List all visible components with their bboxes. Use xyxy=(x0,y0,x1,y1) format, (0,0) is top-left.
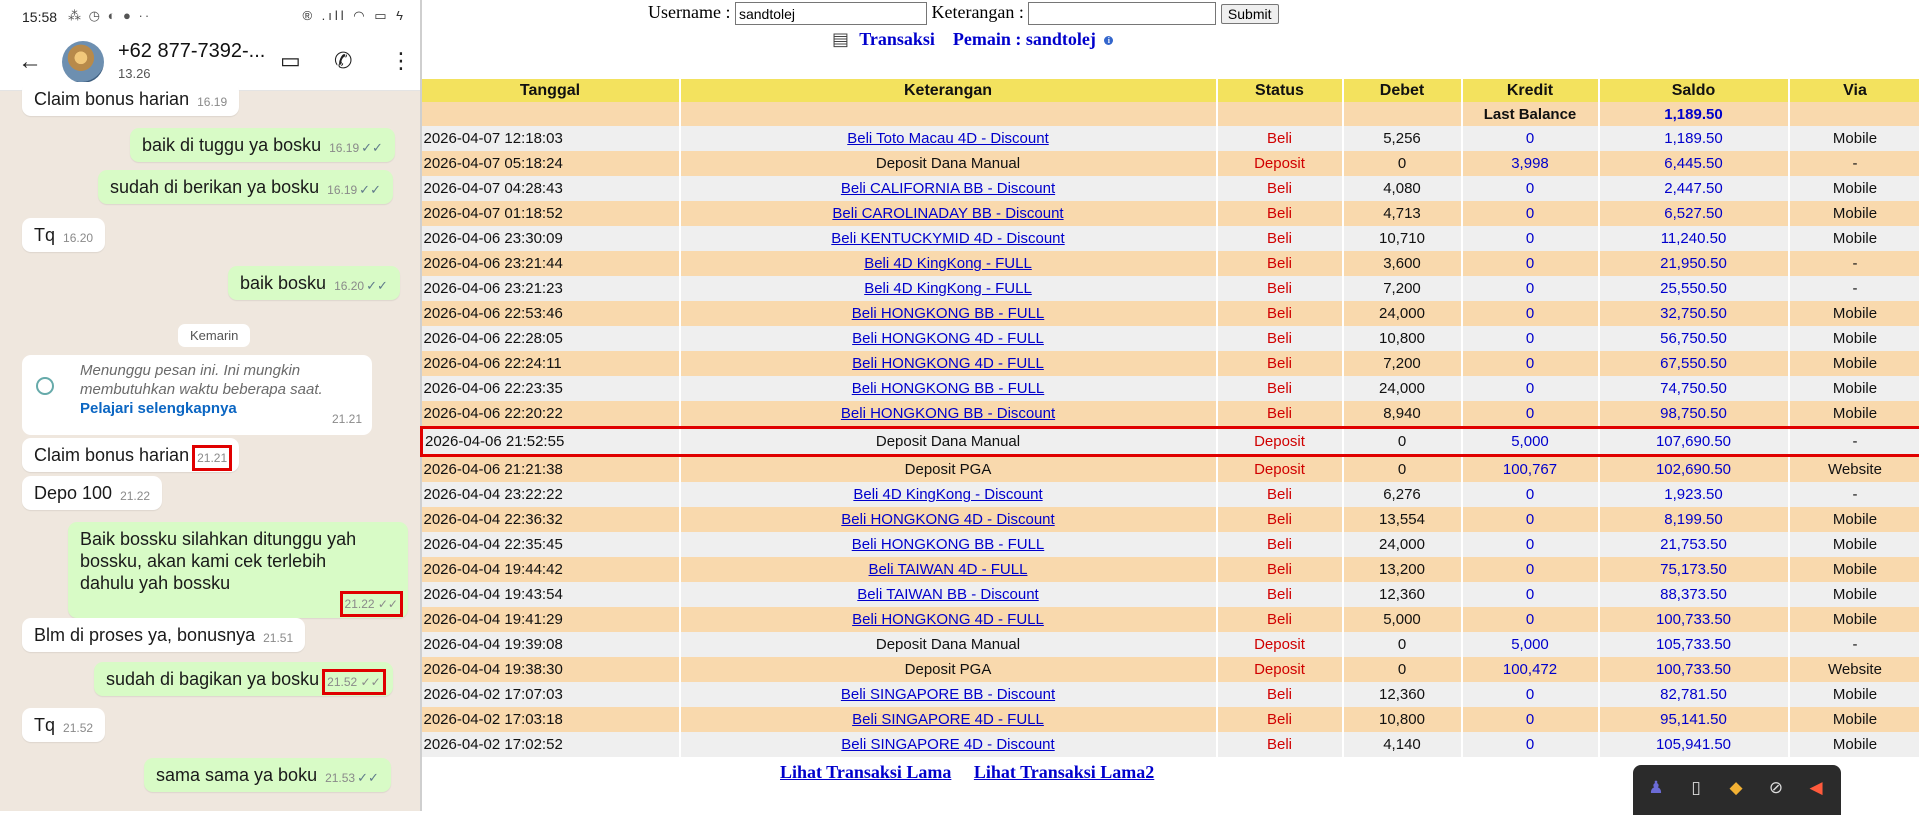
cell-tanggal: 2026-04-06 21:21:38 xyxy=(422,456,680,483)
cell-saldo: 105,941.50 xyxy=(1599,732,1789,757)
table-row xyxy=(422,351,1919,376)
cell-via: - xyxy=(1789,482,1919,507)
cell-kredit: 0 xyxy=(1462,126,1599,151)
cell-keterangan xyxy=(680,732,1217,757)
table-row xyxy=(422,632,1919,657)
cell-status: Beli xyxy=(1217,176,1343,201)
cell-status: Beli xyxy=(1217,276,1343,301)
cell-debet: 0 xyxy=(1343,657,1462,682)
cell-saldo: 98,750.50 xyxy=(1599,401,1789,428)
cell-keterangan xyxy=(680,582,1217,607)
cell-status: Beli xyxy=(1217,201,1343,226)
cell-kredit: 0 xyxy=(1462,276,1599,301)
cell-kredit: 5,000 xyxy=(1462,632,1599,657)
cell-via: - xyxy=(1789,151,1919,176)
cell-kredit: 0 xyxy=(1462,351,1599,376)
cell-keterangan xyxy=(680,682,1217,707)
cell-tanggal: 2026-04-04 23:22:22 xyxy=(422,482,680,507)
cell-tanggal: 2026-04-07 04:28:43 xyxy=(422,176,680,201)
cell-debet: 0 xyxy=(1343,151,1462,176)
table-row xyxy=(422,657,1919,682)
cell-via: Mobile xyxy=(1789,376,1919,401)
cell-kredit: 0 xyxy=(1462,376,1599,401)
cell-keterangan xyxy=(680,607,1217,632)
cell-debet: 5,256 xyxy=(1343,126,1462,151)
old-transactions2-link[interactable]: Lihat Transaksi Lama2 xyxy=(974,762,1154,782)
cell-debet: 10,800 xyxy=(1343,326,1462,351)
cell-kredit: 0 xyxy=(1462,226,1599,251)
cell-status: Beli xyxy=(1217,732,1343,757)
status-time: 15:58 xyxy=(22,9,57,25)
header-debet: Debet xyxy=(1343,79,1462,102)
cell-keterangan xyxy=(680,532,1217,557)
more-options-icon[interactable]: ⋮ xyxy=(390,48,412,74)
cell-kredit: 0 xyxy=(1462,607,1599,632)
transaction-detail-link[interactable]: Beli SINGAPORE BB - Discount xyxy=(841,686,1055,703)
transaction-detail-link[interactable]: Beli TAIWAN BB - Discount xyxy=(857,586,1038,603)
transaction-detail-link[interactable]: Beli HONGKONG 4D - FULL xyxy=(852,330,1044,347)
cell-kredit: 0 xyxy=(1462,582,1599,607)
cell-saldo: 95,141.50 xyxy=(1599,707,1789,732)
read-ticks-icon: ✓✓ xyxy=(357,770,379,786)
transaksi-title: Transaksi xyxy=(859,29,935,49)
cell-keterangan xyxy=(680,326,1217,351)
cell-saldo: 100,733.50 xyxy=(1599,607,1789,632)
video-call-icon[interactable]: ▭ xyxy=(280,48,301,74)
cell-status: Beli xyxy=(1217,226,1343,251)
cell-debet: 4,080 xyxy=(1343,176,1462,201)
cell-tanggal: 2026-04-06 23:21:44 xyxy=(422,251,680,276)
transaction-detail-link[interactable]: Beli HONGKONG 4D - FULL xyxy=(852,355,1044,372)
header-kredit: Kredit xyxy=(1462,79,1599,102)
cell-status: Beli xyxy=(1217,482,1343,507)
cell-via: Mobile xyxy=(1789,557,1919,582)
cell-kredit: 5,000 xyxy=(1462,428,1599,456)
cell-via: - xyxy=(1789,276,1919,301)
transaction-detail-link[interactable]: Beli CAROLINADAY BB - Discount xyxy=(832,205,1063,222)
message-bubble[interactable]: Blm di proses ya, bonusnya 21.51 xyxy=(22,618,305,652)
transaction-detail-link[interactable]: Beli 4D KingKong - Discount xyxy=(853,486,1042,503)
message-bubble[interactable]: Depo 100 21.22 xyxy=(22,476,162,510)
cell-keterangan xyxy=(680,351,1217,376)
cell-via: Website xyxy=(1789,456,1919,483)
usb-drive-icon[interactable]: ▯ xyxy=(1685,777,1707,799)
table-row xyxy=(422,401,1919,428)
cell-keterangan: Deposit PGA xyxy=(680,456,1217,483)
table-row xyxy=(422,301,1919,326)
cell-saldo: 21,753.50 xyxy=(1599,532,1789,557)
cell-via: Mobile xyxy=(1789,326,1919,351)
cell-keterangan: Deposit Dana Manual xyxy=(680,428,1217,456)
table-row xyxy=(422,456,1919,483)
cell-status: Beli xyxy=(1217,507,1343,532)
cell-tanggal: 2026-04-04 19:38:30 xyxy=(422,657,680,682)
table-row xyxy=(422,582,1919,607)
cell-debet: 10,710 xyxy=(1343,226,1462,251)
cell-status: Beli xyxy=(1217,351,1343,376)
cell-tanggal: 2026-04-02 17:02:52 xyxy=(422,732,680,757)
table-row xyxy=(422,201,1919,226)
cell-debet: 13,554 xyxy=(1343,507,1462,532)
cell-keterangan: Deposit Dana Manual xyxy=(680,151,1217,176)
cell-keterangan xyxy=(680,176,1217,201)
waiting-message-notice xyxy=(22,355,372,435)
message-bubble[interactable]: sudah di bagikan ya bosku 21.52 ✓✓ xyxy=(94,662,393,696)
old-transactions-link[interactable]: Lihat Transaksi Lama xyxy=(780,762,951,782)
cell-status: Beli xyxy=(1217,326,1343,351)
cell-debet: 0 xyxy=(1343,456,1462,483)
transaction-detail-link[interactable]: Beli 4D KingKong - FULL xyxy=(864,255,1032,272)
cell-kredit: 0 xyxy=(1462,482,1599,507)
cell-status: Beli xyxy=(1217,557,1343,582)
cell-debet: 24,000 xyxy=(1343,376,1462,401)
cell-tanggal: 2026-04-04 19:43:54 xyxy=(422,582,680,607)
cell-tanggal: 2026-04-06 22:53:46 xyxy=(422,301,680,326)
cell-saldo: 1,189.50 xyxy=(1599,126,1789,151)
cell-status: Beli xyxy=(1217,707,1343,732)
cell-debet: 8,940 xyxy=(1343,401,1462,428)
cell-via: Mobile xyxy=(1789,582,1919,607)
username-input[interactable] xyxy=(735,2,927,25)
avatar[interactable] xyxy=(62,41,104,83)
message-bubble[interactable]: sudah di berikan ya bosku 16.19 ✓✓ xyxy=(98,170,393,204)
cell-keterangan: Deposit Dana Manual xyxy=(680,632,1217,657)
learn-more-link[interactable]: Pelajari selengkapnya xyxy=(80,400,237,417)
transaction-detail-link[interactable]: Beli 4D KingKong - FULL xyxy=(864,280,1032,297)
cell-tanggal: 2026-04-04 19:39:08 xyxy=(422,632,680,657)
cell-keterangan xyxy=(680,201,1217,226)
cell-saldo: 75,173.50 xyxy=(1599,557,1789,582)
table-row xyxy=(422,707,1919,732)
cell-keterangan xyxy=(680,301,1217,326)
cell-tanggal: 2026-04-06 22:28:05 xyxy=(422,326,680,351)
cell-saldo: 107,690.50 xyxy=(1599,428,1789,456)
cell-tanggal: 2026-04-06 23:30:09 xyxy=(422,226,680,251)
cell-saldo: 100,733.50 xyxy=(1599,657,1789,682)
app-icon[interactable]: ◆ xyxy=(1725,777,1747,799)
cell-tanggal: 2026-04-06 22:20:22 xyxy=(422,401,680,428)
header-tanggal: Tanggal xyxy=(422,79,680,102)
cell-kredit: 0 xyxy=(1462,532,1599,557)
table-row xyxy=(422,226,1919,251)
cell-via: Website xyxy=(1789,657,1919,682)
cell-status: Deposit xyxy=(1217,456,1343,483)
cell-kredit: 0 xyxy=(1462,732,1599,757)
cell-status: Deposit xyxy=(1217,428,1343,456)
cell-via: Mobile xyxy=(1789,201,1919,226)
transaction-detail-link[interactable]: Beli HONGKONG 4D - Discount xyxy=(841,511,1054,528)
cell-saldo: 105,733.50 xyxy=(1599,632,1789,657)
transaction-detail-link[interactable]: Beli HONGKONG BB - FULL xyxy=(852,305,1045,322)
cell-saldo: 11,240.50 xyxy=(1599,226,1789,251)
last-balance-value: 1,189.50 xyxy=(1599,102,1789,126)
cell-saldo: 2,447.50 xyxy=(1599,176,1789,201)
contact-name[interactable]: +62 877-7392-... xyxy=(118,40,265,63)
cell-tanggal: 2026-04-06 22:24:11 xyxy=(422,351,680,376)
cell-tanggal: 2026-04-07 05:18:24 xyxy=(422,151,680,176)
read-ticks-icon: ✓✓ xyxy=(361,140,383,156)
cell-via: Mobile xyxy=(1789,532,1919,557)
cell-kredit: 0 xyxy=(1462,301,1599,326)
table-row xyxy=(422,557,1919,582)
transaction-detail-link[interactable]: Beli TAIWAN 4D - FULL xyxy=(869,561,1028,578)
system-status-icons: ® .ıll ◠ ▭ ϟ xyxy=(302,8,406,24)
cell-keterangan xyxy=(680,226,1217,251)
header-via: Via xyxy=(1789,79,1919,102)
cell-via: Mobile xyxy=(1789,401,1919,428)
clock-icon xyxy=(36,377,54,395)
contact-last-seen: 13.26 xyxy=(118,66,151,81)
cell-status: Deposit xyxy=(1217,151,1343,176)
cell-kredit: 0 xyxy=(1462,507,1599,532)
cell-kredit: 0 xyxy=(1462,682,1599,707)
cell-saldo: 21,950.50 xyxy=(1599,251,1789,276)
table-row xyxy=(422,326,1919,351)
speaker-muted-icon[interactable]: ◀ xyxy=(1805,777,1827,799)
cell-via: Mobile xyxy=(1789,126,1919,151)
cell-status: Beli xyxy=(1217,532,1343,557)
cell-saldo: 6,445.50 xyxy=(1599,151,1789,176)
cell-via: Mobile xyxy=(1789,301,1919,326)
last-balance-row xyxy=(422,102,1919,126)
table-row xyxy=(422,151,1919,176)
read-ticks-icon: ✓✓ xyxy=(366,278,388,294)
cell-status: Beli xyxy=(1217,126,1343,151)
table-row xyxy=(422,376,1919,401)
cell-debet: 0 xyxy=(1343,632,1462,657)
keterangan-label: Keterangan : xyxy=(931,2,1023,22)
table-row-highlighted xyxy=(422,428,1919,456)
message-bubble[interactable]: baik di tuggu ya bosku 16.19 ✓✓ xyxy=(130,128,395,162)
table-row xyxy=(422,732,1919,757)
back-arrow-icon[interactable]: ← xyxy=(18,48,42,76)
cell-debet: 10,800 xyxy=(1343,707,1462,732)
cell-kredit: 100,472 xyxy=(1462,657,1599,682)
cell-debet: 6,276 xyxy=(1343,482,1462,507)
message-bubble[interactable]: Tq 16.20 xyxy=(22,218,105,252)
message-time-highlighted: 21.22 ✓✓ xyxy=(345,596,398,612)
cell-keterangan xyxy=(680,401,1217,428)
header-saldo: Saldo xyxy=(1599,79,1789,102)
cell-kredit: 0 xyxy=(1462,557,1599,582)
cell-saldo: 88,373.50 xyxy=(1599,582,1789,607)
table-header-row xyxy=(422,79,1919,102)
transaction-detail-link[interactable]: Beli SINGAPORE 4D - Discount xyxy=(841,736,1054,753)
cell-via: - xyxy=(1789,632,1919,657)
page-subtitle xyxy=(832,29,1113,50)
teams-icon[interactable]: ♟ xyxy=(1645,777,1667,799)
cell-debet: 5,000 xyxy=(1343,607,1462,632)
cell-saldo: 1,923.50 xyxy=(1599,482,1789,507)
read-ticks-icon: ✓✓ xyxy=(359,182,381,198)
cell-via: Mobile xyxy=(1789,351,1919,376)
cell-kredit: 100,767 xyxy=(1462,456,1599,483)
table-row xyxy=(422,176,1919,201)
wifi-off-icon[interactable]: ⊘ xyxy=(1765,777,1787,799)
cell-tanggal: 2026-04-04 22:35:45 xyxy=(422,532,680,557)
cell-keterangan xyxy=(680,707,1217,732)
cell-debet: 7,200 xyxy=(1343,276,1462,301)
cell-via: Mobile xyxy=(1789,607,1919,632)
cell-kredit: 0 xyxy=(1462,176,1599,201)
cell-saldo: 8,199.50 xyxy=(1599,507,1789,532)
transaction-detail-link[interactable]: Beli HONGKONG 4D - FULL xyxy=(852,611,1044,628)
cell-kredit: 0 xyxy=(1462,251,1599,276)
cell-tanggal: 2026-04-04 19:44:42 xyxy=(422,557,680,582)
keterangan-input[interactable] xyxy=(1028,2,1216,25)
header-status: Status xyxy=(1217,79,1343,102)
cell-debet: 24,000 xyxy=(1343,301,1462,326)
cell-status: Beli xyxy=(1217,607,1343,632)
message-time: 21.21 xyxy=(332,410,362,429)
cell-via: - xyxy=(1789,251,1919,276)
waiting-message-text: Menunggu pesan ini. Ini mungkin membutuhkan waktu beberapa saat. xyxy=(80,362,323,398)
submit-button[interactable]: Submit xyxy=(1221,4,1279,24)
message-bubble[interactable]: Baik bossku silahkan ditunggu yah bossku, akan kami cek terlebih dahulu yah bossku 21.22 ✓✓ xyxy=(68,522,408,618)
chat-panel xyxy=(0,0,422,811)
cell-saldo: 32,750.50 xyxy=(1599,301,1789,326)
cell-via: Mobile xyxy=(1789,732,1919,757)
cell-debet: 12,360 xyxy=(1343,682,1462,707)
table-row xyxy=(422,682,1919,707)
cell-keterangan xyxy=(680,276,1217,301)
cell-kredit: 3,998 xyxy=(1462,151,1599,176)
cell-tanggal: 2026-04-06 22:23:35 xyxy=(422,376,680,401)
cell-status: Deposit xyxy=(1217,632,1343,657)
cell-keterangan xyxy=(680,507,1217,532)
cell-keterangan xyxy=(680,482,1217,507)
cell-saldo: 82,781.50 xyxy=(1599,682,1789,707)
cell-kredit: 0 xyxy=(1462,326,1599,351)
transaction-detail-link[interactable]: Beli SINGAPORE 4D - FULL xyxy=(852,711,1044,728)
status-bar xyxy=(0,0,420,36)
table-row xyxy=(422,126,1919,151)
cell-debet: 4,713 xyxy=(1343,201,1462,226)
cell-via: Mobile xyxy=(1789,682,1919,707)
cell-kredit: 0 xyxy=(1462,707,1599,732)
transaction-detail-link[interactable]: Beli HONGKONG BB - Discount xyxy=(841,405,1055,422)
cell-tanggal: 2026-04-04 22:36:32 xyxy=(422,507,680,532)
header-keterangan: Keterangan xyxy=(680,79,1217,102)
cell-keterangan xyxy=(680,126,1217,151)
cell-via: Mobile xyxy=(1789,176,1919,201)
message-time-highlighted: 21.52 ✓✓ xyxy=(327,674,380,690)
username-label: Username : xyxy=(648,2,730,22)
cell-debet: 12,360 xyxy=(1343,582,1462,607)
cell-saldo: 67,550.50 xyxy=(1599,351,1789,376)
footer-links xyxy=(780,762,1172,783)
cell-tanggal: 2026-04-04 19:41:29 xyxy=(422,607,680,632)
cell-debet: 3,600 xyxy=(1343,251,1462,276)
cell-status: Beli xyxy=(1217,401,1343,428)
cell-via: Mobile xyxy=(1789,707,1919,732)
transaction-detail-link[interactable]: Beli HONGKONG BB - FULL xyxy=(852,380,1045,397)
message-bubble[interactable]: Claim bonus harian 16.19 xyxy=(22,82,239,116)
cell-keterangan: Deposit PGA xyxy=(680,657,1217,682)
cell-tanggal: 2026-04-02 17:07:03 xyxy=(422,682,680,707)
cell-saldo: 74,750.50 xyxy=(1599,376,1789,401)
cell-saldo: 56,750.50 xyxy=(1599,326,1789,351)
cell-via: Mobile xyxy=(1789,226,1919,251)
table-row xyxy=(422,507,1919,532)
cell-status: Beli xyxy=(1217,582,1343,607)
notification-icons: ⁂ ◷ ◐ ● ·· xyxy=(68,8,151,24)
transaction-detail-link[interactable]: Beli HONGKONG BB - FULL xyxy=(852,536,1045,553)
filter-form xyxy=(648,2,1279,25)
cell-via: Mobile xyxy=(1789,507,1919,532)
transaction-detail-link[interactable]: Beli Toto Macau 4D - Discount xyxy=(847,130,1048,147)
cell-saldo: 6,527.50 xyxy=(1599,201,1789,226)
cell-debet: 24,000 xyxy=(1343,532,1462,557)
cell-tanggal: 2026-04-07 01:18:52 xyxy=(422,201,680,226)
message-time-highlighted: 21.21 xyxy=(197,450,227,466)
system-tray xyxy=(1633,765,1841,815)
table-row xyxy=(422,607,1919,632)
transaction-table xyxy=(420,79,1919,757)
phone-call-icon[interactable]: ✆ xyxy=(334,48,352,74)
table-row xyxy=(422,532,1919,557)
transaction-detail-link[interactable]: Beli KENTUCKYMID 4D - Discount xyxy=(831,230,1064,247)
document-icon: ▤ xyxy=(832,29,849,49)
last-balance-label: Last Balance xyxy=(1462,102,1599,126)
cell-tanggal: 2026-04-06 23:21:23 xyxy=(422,276,680,301)
cell-debet: 13,200 xyxy=(1343,557,1462,582)
cell-status: Deposit xyxy=(1217,657,1343,682)
cell-debet: 4,140 xyxy=(1343,732,1462,757)
cell-status: Beli xyxy=(1217,251,1343,276)
message-bubble[interactable]: sama sama ya boku 21.53 ✓✓ xyxy=(144,758,391,792)
pemain-title: Pemain : sandtolej xyxy=(953,29,1096,49)
cell-kredit: 0 xyxy=(1462,401,1599,428)
day-separator: Kemarin xyxy=(178,324,250,347)
cell-tanggal: 2026-04-02 17:03:18 xyxy=(422,707,680,732)
cell-keterangan xyxy=(680,376,1217,401)
chat-messages xyxy=(0,90,420,811)
transaction-detail-link[interactable]: Beli CALIFORNIA BB - Discount xyxy=(841,180,1055,197)
cell-status: Beli xyxy=(1217,301,1343,326)
cell-keterangan xyxy=(680,557,1217,582)
table-row xyxy=(422,276,1919,301)
cell-keterangan xyxy=(680,251,1217,276)
table-row xyxy=(422,482,1919,507)
cell-kredit: 0 xyxy=(1462,201,1599,226)
cell-tanggal: 2026-04-07 12:18:03 xyxy=(422,126,680,151)
cell-debet: 7,200 xyxy=(1343,351,1462,376)
cell-status: Beli xyxy=(1217,376,1343,401)
table-row xyxy=(422,251,1919,276)
info-icon[interactable]: i xyxy=(1104,36,1113,45)
cell-via: - xyxy=(1789,428,1919,456)
cell-debet: 0 xyxy=(1343,428,1462,456)
message-bubble[interactable]: Claim bonus harian 21.21 xyxy=(22,438,239,472)
cell-saldo: 25,550.50 xyxy=(1599,276,1789,301)
message-bubble[interactable]: Tq 21.52 xyxy=(22,708,105,742)
cell-saldo: 102,690.50 xyxy=(1599,456,1789,483)
message-bubble[interactable]: baik bosku 16.20 ✓✓ xyxy=(228,266,400,300)
cell-tanggal: 2026-04-06 21:52:55 xyxy=(422,428,680,456)
cell-status: Beli xyxy=(1217,682,1343,707)
